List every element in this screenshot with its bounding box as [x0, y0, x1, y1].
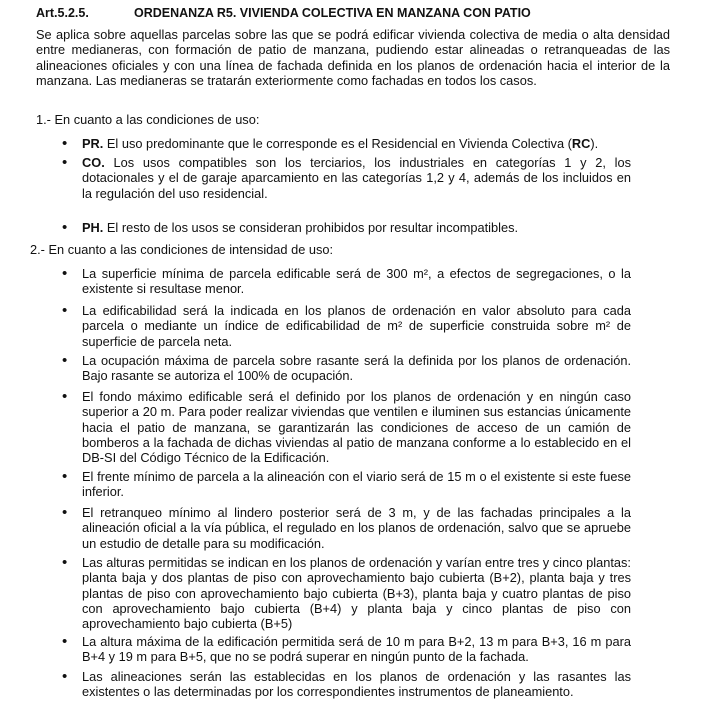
intro-paragraph: Se aplica sobre aquellas parcelas sobre las que se podrá edificar vivienda colectiva de media o alta densidad entre medianeras, con formación de patio de manzana, pudiendo estar alineadas o retranqueadas de las alineaciones oficiales y con una línea de fachada definida en los planos de ordenación hacia el interior de la manzana. Las medianeras se tratarán exteriormente como fachadas en todos los casos. [36, 27, 670, 88]
bullet-icon: • [62, 388, 68, 405]
list-item-text: Las alineaciones serán las establecidas en los planos de ordenación y las rasantes las existentes o las determinadas por los correspondientes instrumentos de planeamiento. [82, 669, 631, 700]
bullet-icon: • [62, 135, 68, 152]
article-heading [36, 6, 531, 20]
list-item-text: El frente mínimo de parcela a la alineación con el viario será de 15 m o el existente si este fuese inferior. [82, 469, 631, 500]
bullet-icon: • [62, 219, 68, 236]
list-item-text: La ocupación máxima de parcela sobre rasante será la definida por los planos de ordenación. Bajo rasante se autoriza el 100% de ocupación. [82, 353, 631, 384]
bullet-icon: • [62, 504, 68, 521]
list-item-text: El fondo máximo edificable será el definido por los planos de ordenación y en ningún caso superior a 20 m. Para poder realizar viviendas que ventilen e iluminen sus estancias únicamente hacia el patio de manzana, se garantizarán las condiciones de acceso de un camión de bomberos a la fachada de dichas viviendas al patio de manzana conforme a lo establecido en el DB-SI del Código Técnico de la Edificación. [82, 389, 631, 466]
section-2-heading: 2.- En cuanto a las condiciones de intensidad de uso: [30, 242, 334, 257]
list-item-text: La altura máxima de la edificación permitida será de 10 m para B+2, 13 m para B+3, 16 m para B+4 y 19 m para B+5, que no se podrá superar en ningún punto de la fachada. [82, 634, 631, 665]
bullet-icon: • [62, 302, 68, 319]
list-item-text: El retranqueo mínimo al lindero posterior será de 3 m, y de las fachadas principales a la alineación oficial a la vía pública, el regulado en los planos de ordenación, salvo que se apruebe un estudio de detalle para su modificación. [82, 505, 631, 551]
bullet-icon: • [62, 554, 68, 571]
bullet-icon: • [62, 468, 68, 485]
bullet-icon: • [62, 154, 68, 171]
article-title: ORDENANZA R5. VIVIENDA COLECTIVA EN MANZANA CON PATIO [134, 6, 531, 20]
bullet-icon: • [62, 668, 68, 685]
section-1-heading: 1.- En cuanto a las condiciones de uso: [36, 112, 260, 127]
bullet-icon: • [62, 265, 68, 282]
list-item-text: La edificabilidad será la indicada en los planos de ordenación en valor absoluto para cada parcela o mediante un índice de edificabilidad de m² de superficie construida sobre m² de superficie de parcela neta. [82, 303, 631, 349]
list-item-text: La superficie mínima de parcela edificable será de 300 m², a efectos de segregaciones, o la existente si resultase menor. [82, 266, 631, 297]
article-number: Art.5.2.5. [36, 6, 89, 20]
list-item-text: PR. El uso predominante que le corresponde es el Residencial en Vivienda Colectiva (RC). [82, 136, 599, 151]
bullet-icon: • [62, 633, 68, 650]
list-item-text: Las alturas permitidas se indican en los planos de ordenación y varían entre tres y cinco plantas: planta baja y dos plantas de piso con aprovechamiento bajo cubierta (B+2), planta baja y tres plantas de piso con aprovechamiento bajo cubierta (B+3), planta baja y cuatro plantas de piso con aprovechamiento bajo cubierta (B+4) y planta baja y cinco plantas de piso con aprovechamiento bajo cubierta (B+5) [82, 555, 631, 632]
list-item-text: PH. El resto de los usos se consideran prohibidos por resultar incompatibles. [82, 220, 519, 235]
list-item-text: CO. Los usos compatibles son los terciarios, los industriales en categorías 1 y 2, los dotacionales y el de garaje aparcamiento en las categorías 1,2 y 4, además de los incluidos en la regulación del uso residencial. [82, 155, 631, 201]
bullet-icon: • [62, 352, 68, 369]
